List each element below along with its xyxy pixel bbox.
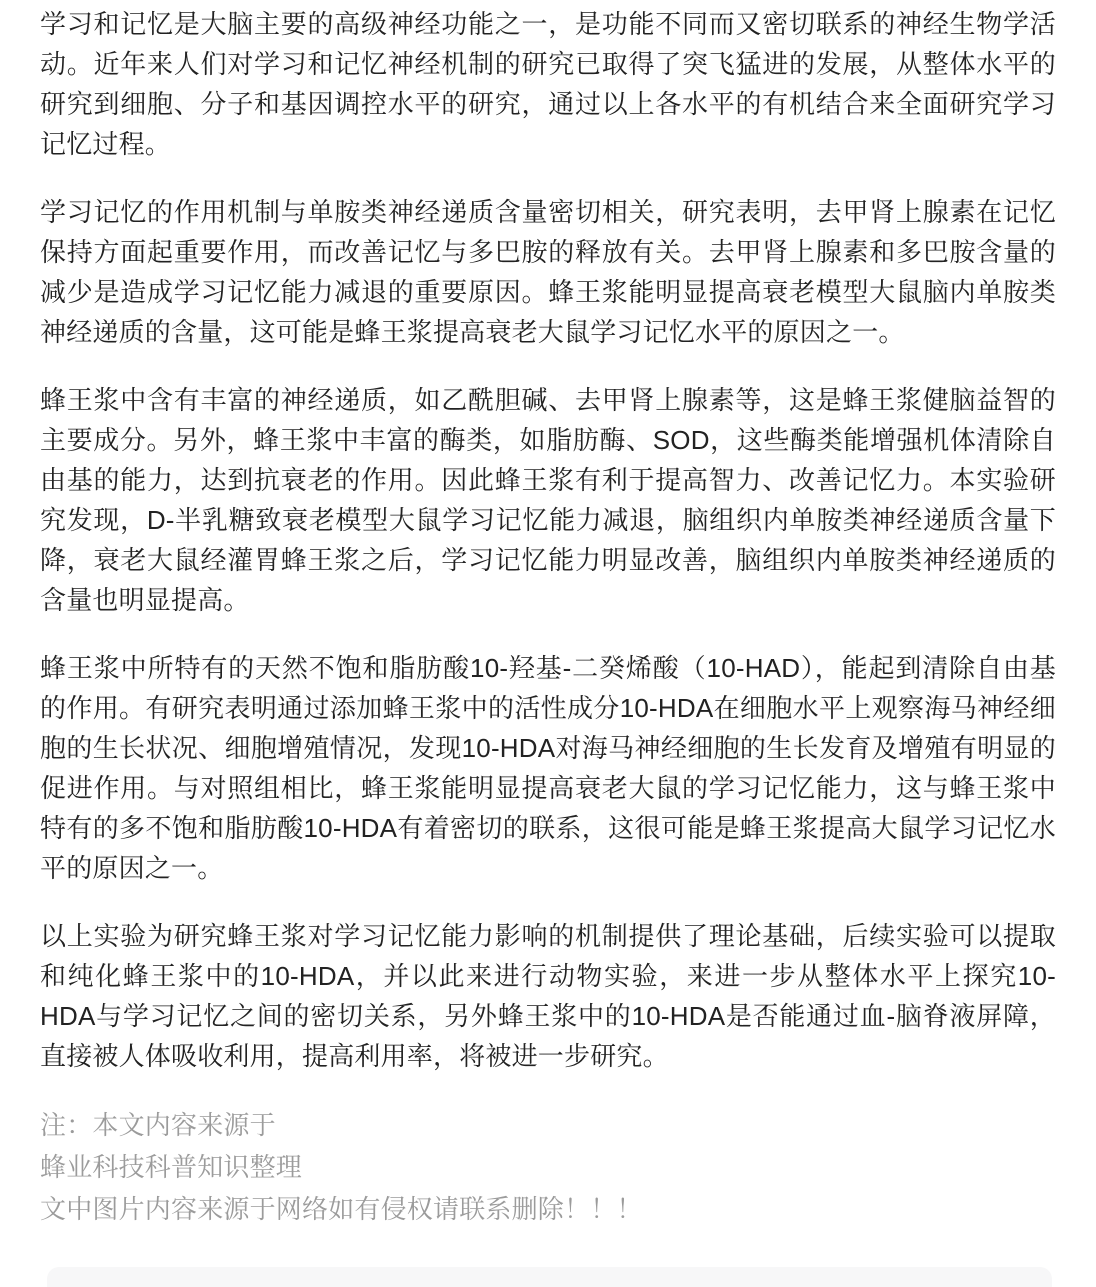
note-line-source-intro: 注：本文内容来源于: [40, 1110, 276, 1140]
note-line-disclaimer: 文中图片内容来源于网络如有侵权请联系删除！！！: [40, 1194, 643, 1224]
article-paragraph-1: 学习和记忆是大脑主要的高级神经功能之一，是功能不同而又密切联系的神经生物学活动。近年来人们对学习和记忆神经机制的研究已取得了突飞猛进的发展，从整体水平的研究到细胞、分子和基因调控水平的研究，通过以上各水平的有机结合来全面研究学习记忆过程。: [40, 9, 1056, 159]
note-line-source-name: 蜂业科技科普知识整理: [40, 1152, 303, 1182]
article-paragraph-5: 以上实验为研究蜂王浆对学习记忆能力影响的机制提供了理论基础，后续实验可以提取和纯化蜂王浆中的10-HDA，并以此来进行动物实验，来进一步从整体水平上探究10-HDA与学习记忆之间的密切关系，另外蜂王浆中的10-HDA是否能通过血-脑脊液屏障，直接被人体吸收利用，提高利用率，将被进一步研究。: [40, 921, 1056, 1071]
source-note: [40, 1104, 1056, 1230]
article-paragraph-2: 学习记忆的作用机制与单胺类神经递质含量密切相关，研究表明，去甲肾上腺素在记忆保持方面起重要作用，而改善记忆与多巴胺的释放有关。去甲肾上腺素和多巴胺含量的减少是造成学习记忆能力减退的重要原因。蜂王浆能明显提高衰老模型大鼠脑内单胺类神经递质的含量，这可能是蜂王浆提高衰老大鼠学习记忆水平的原因之一。: [40, 197, 1056, 347]
article-paragraph-4: 蜂王浆中所特有的天然不饱和脂肪酸10-羟基-二癸烯酸（10-HAD），能起到清除自由基的作用。有研究表明通过添加蜂王浆中的活性成分10-HDA在细胞水平上观察海马神经细胞的生长状况、细胞增殖情况，发现10-HDA对海马神经细胞的生长发育及增殖有明显的促进作用。与对照组相比，蜂王浆能明显提高衰老大鼠的学习记忆能力，这与蜂王浆中特有的多不饱和脂肪酸10-HDA有着密切的联系，这很可能是蜂王浆提高大鼠学习记忆水平的原因之一。: [40, 653, 1056, 883]
next-section-card-top: [47, 1267, 1052, 1287]
article-paragraph-3: 蜂王浆中含有丰富的神经递质，如乙酰胆碱、去甲肾上腺素等，这是蜂王浆健脑益智的主要成分。另外，蜂王浆中丰富的酶类，如脂肪酶、SOD，这些酶类能增强机体清除自由基的能力，达到抗衰老的作用。因此蜂王浆有利于提高智力、改善记忆力。本实验研究发现，D-半乳糖致衰老模型大鼠学习记忆能力减退，脑组织内单胺类神经递质含量下降，衰老大鼠经灌胃蜂王浆之后，学习记忆能力明显改善，脑组织内单胺类神经递质的含量也明显提高。: [40, 385, 1056, 615]
